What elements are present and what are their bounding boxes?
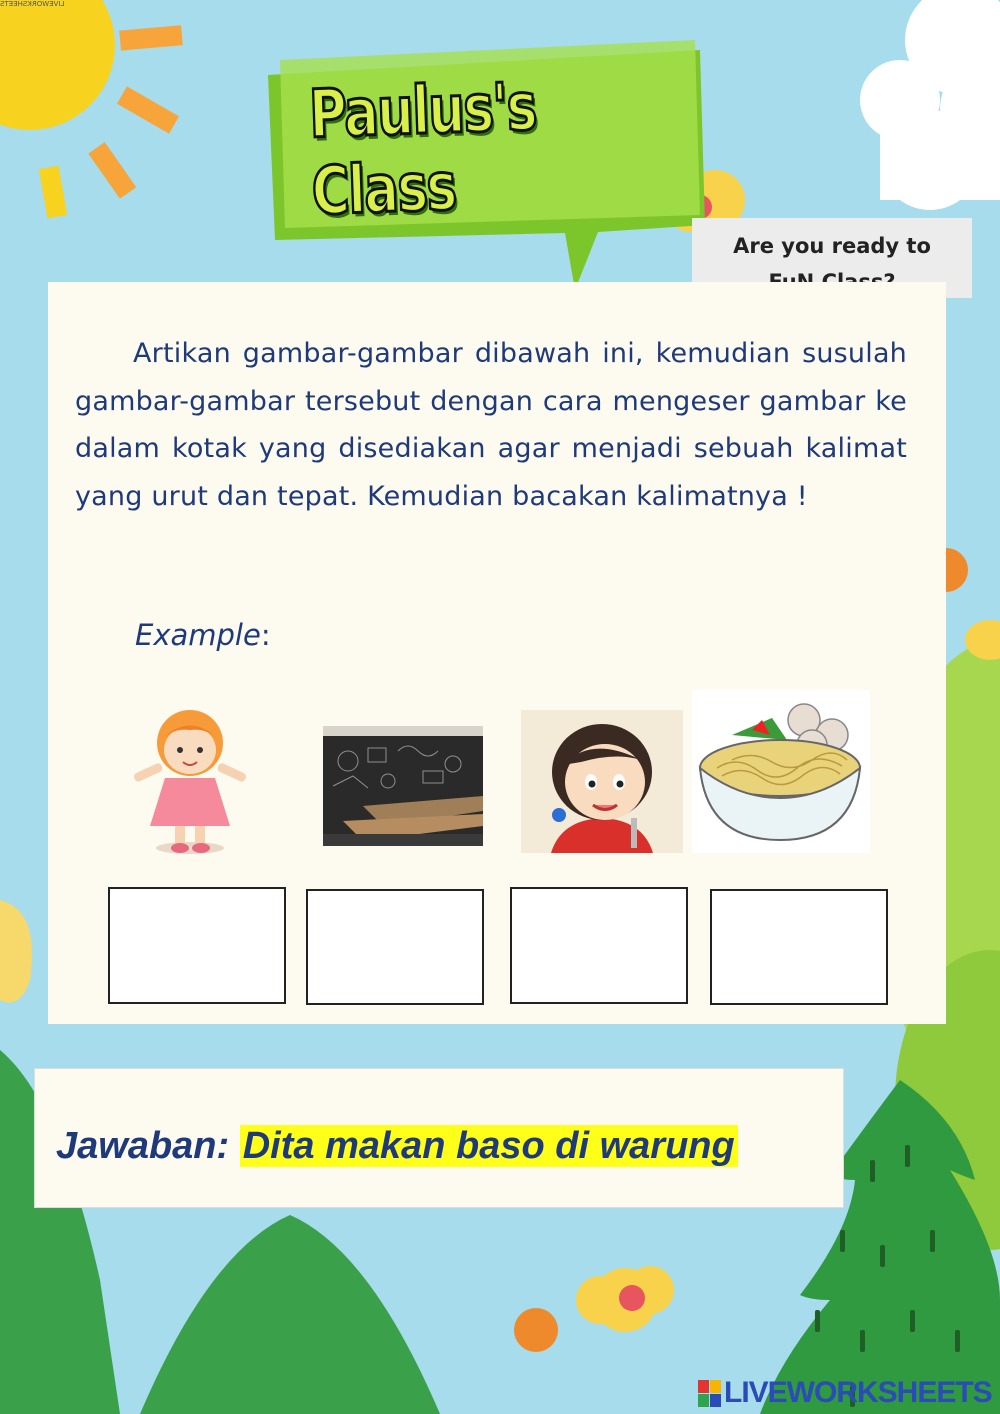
- drop-box-2[interactable]: [306, 889, 484, 1005]
- example-label-text: Example: [135, 618, 261, 652]
- answer-value[interactable]: Dita makan baso di warung: [240, 1125, 738, 1167]
- example-label-colon: :: [260, 618, 271, 652]
- orange-dot: [514, 1308, 558, 1352]
- liveworksheets-logo-icon: [698, 1380, 721, 1407]
- girl-waving-icon: [125, 698, 255, 860]
- picture-girl-waving[interactable]: [125, 698, 255, 860]
- example-label: [135, 618, 271, 652]
- bottom-mountain: [140, 1215, 440, 1414]
- drop-box-1[interactable]: [108, 887, 286, 1004]
- instruction-paragraph: [75, 330, 907, 520]
- bubble-line-1: Are you ready to: [733, 234, 931, 258]
- noodle-bowl-icon: [692, 690, 870, 853]
- liveworksheets-logo: [698, 1376, 992, 1410]
- sun-icon: [0, 0, 183, 218]
- brand-text: LIVEWORKSHEETS: [724, 1376, 992, 1409]
- answer-line: [56, 1125, 738, 1168]
- drop-box-3[interactable]: [510, 887, 688, 1004]
- corner-mark: LIVEWORKSHEETS: [0, 0, 65, 8]
- page-title: Paulus's Class: [307, 68, 537, 230]
- girl-eating-icon: [521, 710, 683, 853]
- drop-box-4[interactable]: [710, 889, 888, 1005]
- flower-icon: [576, 1266, 674, 1332]
- title-banner: [259, 44, 705, 249]
- cloud-icon: [860, 0, 1000, 210]
- picture-meatball-noodles[interactable]: [692, 690, 870, 853]
- answer-label: Jawaban:: [56, 1125, 230, 1167]
- restaurant-icon: [323, 726, 483, 846]
- instruction-text: Artikan gambar-gambar dibawah ini, kemudian susulah gambar-gambar tersebut dengan cara mengeser gambar ke dalam kotak yang disediakan agar menjadi sebuah kalimat yang urut dan tepat. Kemudian bacakan kalimatnya !: [75, 338, 907, 512]
- picture-girl-eating[interactable]: [521, 710, 683, 853]
- picture-restaurant[interactable]: [323, 726, 483, 846]
